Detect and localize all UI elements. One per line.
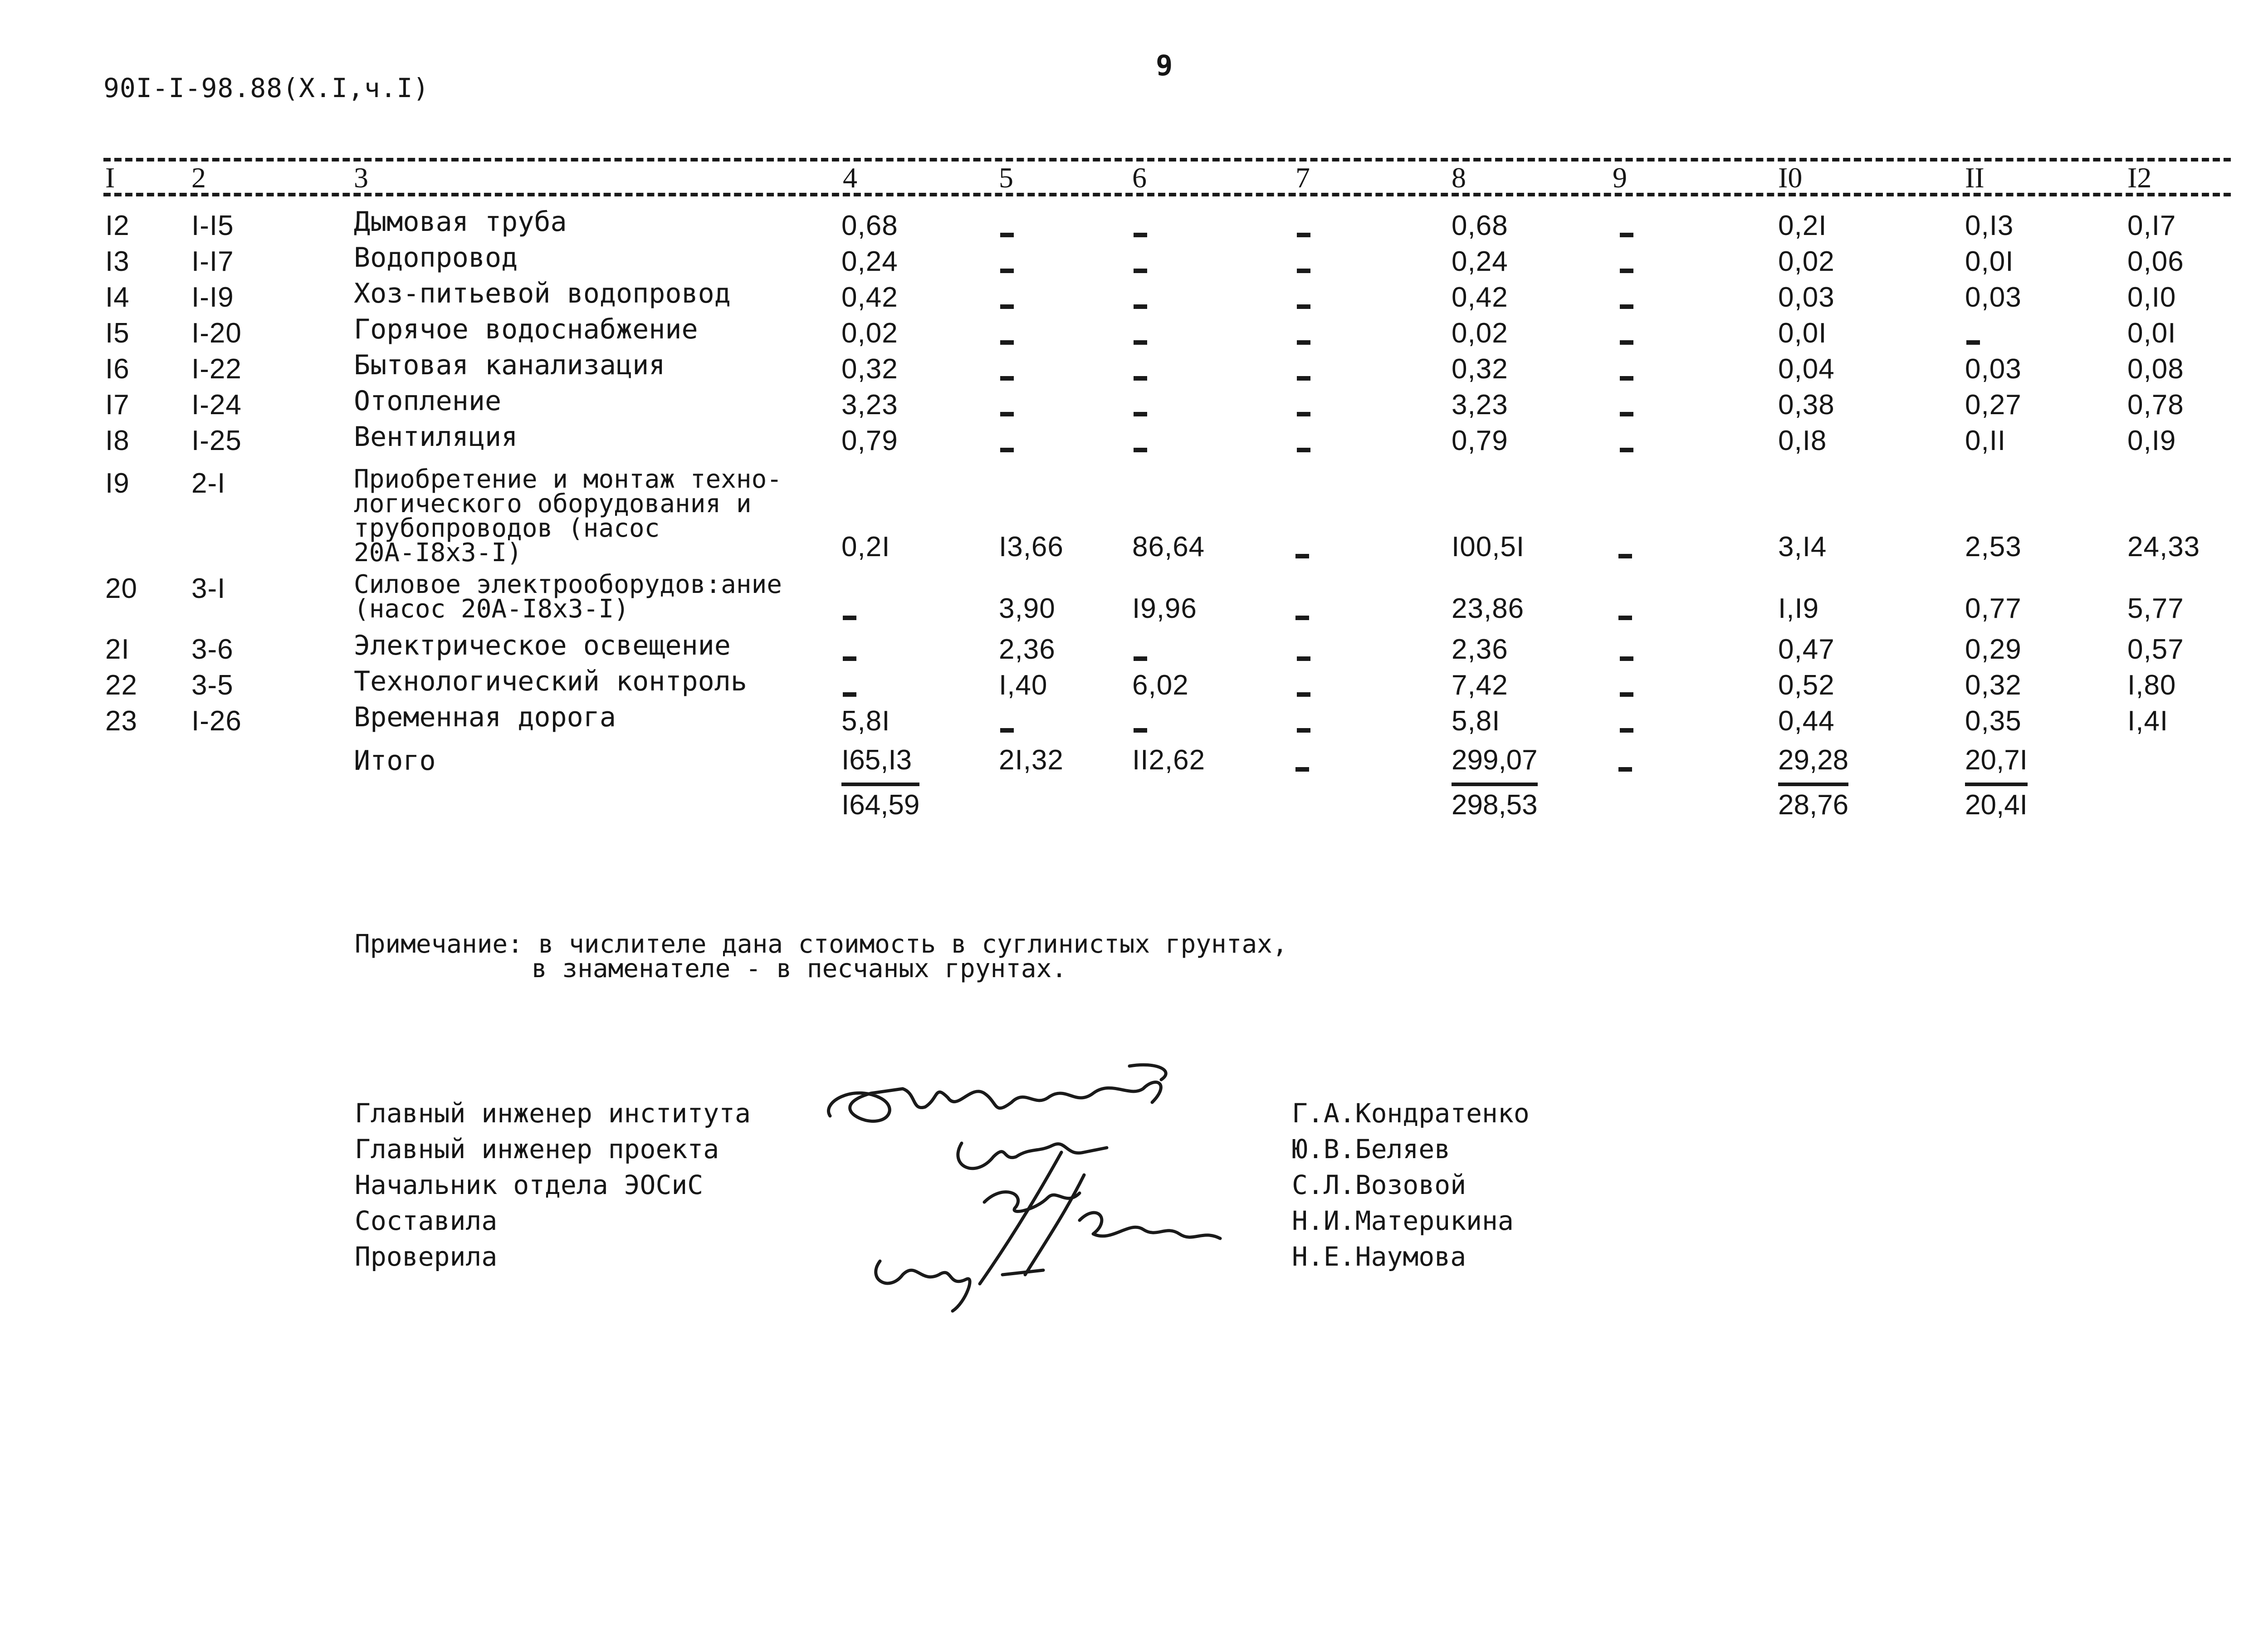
cell-col10: 0,44 bbox=[1778, 705, 1835, 737]
estimate-code: 3-5 bbox=[191, 670, 234, 701]
estimate-code: I-I9 bbox=[191, 282, 234, 313]
cell-col6 bbox=[1134, 396, 1147, 428]
empty-value-dash bbox=[1297, 304, 1310, 309]
cell-col9 bbox=[1618, 538, 1632, 570]
cell-col12: 0,I0 bbox=[2127, 282, 2176, 313]
empty-value-dash bbox=[1134, 656, 1147, 661]
estimate-code: I-I5 bbox=[191, 210, 234, 241]
col-header-3: 3 bbox=[354, 161, 368, 194]
empty-value-dash bbox=[1297, 412, 1310, 416]
cell-col4: 5,8I bbox=[841, 705, 890, 737]
cell-col5: 3,90 bbox=[999, 593, 1056, 624]
empty-value-dash bbox=[1620, 233, 1633, 237]
empty-value-dash bbox=[1000, 269, 1014, 273]
cell-col10: 0,52 bbox=[1778, 670, 1835, 701]
total-col11-fraction: $\frac{20,7I}{20,4I}$ bbox=[1965, 744, 2028, 821]
cell-col8: 0,79 bbox=[1452, 425, 1508, 456]
cell-col7 bbox=[1297, 289, 1310, 321]
cell-col8: 0,68 bbox=[1452, 210, 1508, 241]
work-description: Отопление bbox=[354, 385, 502, 417]
cell-col10: 0,38 bbox=[1778, 389, 1835, 421]
cell-col12: 0,I7 bbox=[2127, 210, 2176, 241]
cell-col8: 23,86 bbox=[1452, 593, 1525, 624]
work-description: Приобретение и монтаж техно- логического оборудования и трубопроводов (насос 20А-I8х3-I) bbox=[354, 465, 782, 567]
work-description: Горячое водоснабжение bbox=[354, 313, 698, 345]
cell-col6 bbox=[1134, 360, 1147, 392]
cell-col12: 0,0I bbox=[2127, 318, 2176, 349]
signatory-role: Начальник отдела ЭОСиС bbox=[355, 1169, 704, 1200]
work-description: Технологический контроль bbox=[354, 665, 747, 697]
cell-col11: 0,03 bbox=[1965, 282, 2022, 313]
cell-col11: 0,II bbox=[1965, 425, 2006, 456]
total-col8-fraction: $\frac{299,07}{298,53}$ bbox=[1452, 744, 1538, 821]
cell-col8: I00,5I bbox=[1452, 531, 1525, 563]
total-col6: II2,62 bbox=[1132, 744, 1206, 776]
work-description: Силовое электрооборудов:ание (насос 20А-I8х3-I) bbox=[354, 570, 782, 624]
row-number: I6 bbox=[105, 353, 130, 385]
estimate-code: 2-I bbox=[191, 468, 226, 499]
cell-col7 bbox=[1297, 432, 1310, 464]
cell-col7 bbox=[1297, 253, 1310, 285]
empty-value-dash bbox=[1620, 692, 1633, 697]
cell-col11: 0,I3 bbox=[1965, 210, 2014, 241]
cell-col9 bbox=[1620, 289, 1633, 321]
row-number: 20 bbox=[105, 573, 137, 604]
cell-col5 bbox=[1000, 217, 1014, 249]
cell-col8: 0,32 bbox=[1452, 353, 1508, 385]
cell-col9 bbox=[1618, 600, 1632, 632]
empty-value-dash bbox=[1297, 656, 1310, 661]
cell-col8: 0,02 bbox=[1452, 318, 1508, 349]
empty-value-dash bbox=[1620, 656, 1633, 661]
table-header-row bbox=[0, 161, 2268, 197]
empty-value-dash bbox=[1297, 376, 1310, 381]
cell-col9 bbox=[1620, 641, 1633, 673]
cell-col5 bbox=[1000, 432, 1014, 464]
signatory-name: Н.И.Матерuкина bbox=[1292, 1205, 1514, 1236]
empty-value-dash bbox=[1297, 233, 1310, 237]
cell-col12: 0,57 bbox=[2127, 634, 2184, 665]
cell-col11: 0,32 bbox=[1965, 670, 2022, 701]
cell-col7 bbox=[1297, 360, 1310, 392]
estimate-code: I-20 bbox=[191, 318, 242, 349]
cell-col10: 0,02 bbox=[1778, 246, 1835, 277]
cell-col8: 5,8I bbox=[1452, 705, 1501, 737]
empty-value-dash bbox=[1295, 767, 1309, 772]
cell-col10: 0,I8 bbox=[1778, 425, 1827, 456]
col-header-8: 8 bbox=[1452, 161, 1466, 194]
empty-value-dash bbox=[1134, 376, 1147, 381]
estimate-code: I-26 bbox=[191, 705, 242, 737]
cell-col5 bbox=[1000, 289, 1014, 321]
cell-col4 bbox=[843, 600, 856, 632]
cell-col12: I,4I bbox=[2127, 705, 2169, 737]
signatory-role: Составила bbox=[355, 1205, 498, 1236]
empty-value-dash bbox=[1297, 728, 1310, 733]
col-header-11: II bbox=[1965, 161, 1984, 194]
row-number: I4 bbox=[105, 282, 130, 313]
cell-col6 bbox=[1134, 641, 1147, 673]
cell-col10: 0,0I bbox=[1778, 318, 1827, 349]
cell-col7 bbox=[1295, 538, 1309, 570]
empty-value-dash bbox=[1297, 692, 1310, 697]
col-header-10: I0 bbox=[1778, 161, 1803, 194]
empty-value-dash bbox=[1618, 767, 1632, 772]
cell-col10: I,I9 bbox=[1778, 593, 1819, 624]
cell-col5 bbox=[1000, 360, 1014, 392]
empty-value-dash bbox=[1297, 448, 1310, 452]
cell-col6 bbox=[1134, 432, 1147, 464]
row-number: I7 bbox=[105, 389, 130, 421]
cell-col11 bbox=[1966, 324, 1980, 357]
cell-col9 bbox=[1620, 324, 1633, 357]
signatory-name: С.Л.Возовой bbox=[1292, 1169, 1466, 1200]
footnote-line-2: в знаменателе - в песчаных грунтах. bbox=[532, 954, 1067, 983]
cell-col5 bbox=[1000, 396, 1014, 428]
cell-col12: 0,08 bbox=[2127, 353, 2184, 385]
cell-col10: 0,47 bbox=[1778, 634, 1835, 665]
cell-col6: 86,64 bbox=[1132, 531, 1205, 563]
cell-col6 bbox=[1134, 217, 1147, 249]
cell-col11: 0,29 bbox=[1965, 634, 2022, 665]
work-description: Дымовая труба bbox=[354, 206, 567, 238]
empty-value-dash bbox=[1000, 233, 1014, 237]
row-number: I8 bbox=[105, 425, 130, 456]
cell-col7 bbox=[1295, 600, 1309, 632]
cell-col12: I,80 bbox=[2127, 670, 2176, 701]
empty-value-dash bbox=[1000, 412, 1014, 416]
cell-col10: 0,04 bbox=[1778, 353, 1835, 385]
col-header-12: I2 bbox=[2127, 161, 2152, 194]
col-header-5: 5 bbox=[999, 161, 1013, 194]
empty-value-dash bbox=[1295, 554, 1309, 558]
row-number: I2 bbox=[105, 210, 130, 241]
empty-value-dash bbox=[1000, 304, 1014, 309]
document-code: 90I-I-98.88(X.I,ч.I) bbox=[103, 73, 430, 103]
cell-col6 bbox=[1134, 289, 1147, 321]
cell-col12: 0,I9 bbox=[2127, 425, 2176, 456]
cell-col9 bbox=[1620, 712, 1633, 744]
empty-value-dash bbox=[1620, 376, 1633, 381]
cell-col8: 7,42 bbox=[1452, 670, 1508, 701]
cell-col4 bbox=[843, 676, 856, 709]
total-col10-fraction: $\frac{29,28}{28,76}$ bbox=[1778, 744, 1849, 821]
empty-value-dash bbox=[1000, 376, 1014, 381]
cell-col7 bbox=[1297, 712, 1310, 744]
col-header-9: 9 bbox=[1613, 161, 1627, 194]
empty-value-dash bbox=[1966, 340, 1980, 345]
empty-value-dash bbox=[1134, 233, 1147, 237]
empty-value-dash bbox=[1620, 412, 1633, 416]
row-number: I5 bbox=[105, 318, 130, 349]
cell-col11: 0,35 bbox=[1965, 705, 2022, 737]
work-description: Вентиляция bbox=[354, 421, 518, 453]
cell-col7 bbox=[1297, 217, 1310, 249]
cell-col4: 3,23 bbox=[841, 389, 898, 421]
cell-col4: 0,68 bbox=[841, 210, 898, 241]
empty-value-dash bbox=[1134, 412, 1147, 416]
work-description: Бытовая канализация bbox=[354, 349, 665, 381]
estimate-code: I-I7 bbox=[191, 246, 234, 277]
empty-value-dash bbox=[1295, 616, 1309, 620]
empty-value-dash bbox=[1618, 554, 1632, 558]
empty-value-dash bbox=[1134, 448, 1147, 452]
empty-value-dash bbox=[1620, 304, 1633, 309]
signatory-role: Главный инженер проекта bbox=[355, 1134, 719, 1164]
cell-col6 bbox=[1134, 253, 1147, 285]
cell-col10: 0,2I bbox=[1778, 210, 1827, 241]
empty-value-dash bbox=[1620, 269, 1633, 273]
cell-col9 bbox=[1620, 253, 1633, 285]
cell-col9 bbox=[1620, 676, 1633, 709]
cell-col12: 0,78 bbox=[2127, 389, 2184, 421]
estimate-code: 3-I bbox=[191, 573, 226, 604]
empty-value-dash bbox=[1000, 728, 1014, 733]
total-label: Итого bbox=[354, 745, 436, 777]
cell-col8: 2,36 bbox=[1452, 634, 1508, 665]
empty-value-dash bbox=[843, 692, 856, 697]
total-col5: 2I,32 bbox=[999, 744, 1064, 776]
signatory-name: Н.Е.Наумова bbox=[1292, 1241, 1466, 1272]
cell-col5 bbox=[1000, 253, 1014, 285]
row-number: I9 bbox=[105, 468, 130, 499]
empty-value-dash bbox=[1297, 269, 1310, 273]
empty-value-dash bbox=[1620, 340, 1633, 345]
row-number: 2I bbox=[105, 634, 130, 665]
row-number: 22 bbox=[105, 670, 137, 701]
cell-col7 bbox=[1297, 324, 1310, 357]
cell-col11: 0,77 bbox=[1965, 593, 2022, 624]
cell-col11: 0,03 bbox=[1965, 353, 2022, 385]
cell-col4: 0,32 bbox=[841, 353, 898, 385]
cell-col10: 3,I4 bbox=[1778, 531, 1827, 563]
cell-col11: 0,27 bbox=[1965, 389, 2022, 421]
col-header-1: I bbox=[105, 161, 115, 194]
empty-value-dash bbox=[1134, 728, 1147, 733]
total-col4-fraction: $\frac{I65,I3}{I64,59}$ bbox=[841, 744, 920, 821]
cell-col11: 2,53 bbox=[1965, 531, 2022, 563]
empty-value-dash bbox=[1000, 448, 1014, 452]
row-number: I3 bbox=[105, 246, 130, 277]
row-number: 23 bbox=[105, 705, 137, 737]
work-description: Водопровод bbox=[354, 242, 518, 274]
empty-value-dash bbox=[1620, 728, 1633, 733]
empty-value-dash bbox=[1618, 616, 1632, 620]
col-header-2: 2 bbox=[191, 161, 206, 194]
cell-col8: 3,23 bbox=[1452, 389, 1508, 421]
handwritten-signatures bbox=[812, 1048, 1266, 1320]
cell-col6 bbox=[1134, 712, 1147, 744]
footnote bbox=[355, 932, 1288, 981]
cell-col4: 0,79 bbox=[841, 425, 898, 456]
col-header-6: 6 bbox=[1132, 161, 1147, 194]
cell-col4: 0,24 bbox=[841, 246, 898, 277]
cell-col7 bbox=[1297, 641, 1310, 673]
cell-col5 bbox=[1000, 712, 1014, 744]
work-description: Электрическое освещение bbox=[354, 630, 731, 661]
empty-value-dash bbox=[1000, 340, 1014, 345]
cell-col8: 0,42 bbox=[1452, 282, 1508, 313]
cell-col8: 0,24 bbox=[1452, 246, 1508, 277]
empty-value-dash bbox=[1297, 340, 1310, 345]
empty-value-dash bbox=[1134, 269, 1147, 273]
cell-col4: 0,02 bbox=[841, 318, 898, 349]
empty-value-dash bbox=[1620, 448, 1633, 452]
estimate-code: I-25 bbox=[191, 425, 242, 456]
col-header-4: 4 bbox=[843, 161, 857, 194]
cell-col10: 0,03 bbox=[1778, 282, 1835, 313]
cell-col12: 24,33 bbox=[2127, 531, 2200, 563]
empty-value-dash bbox=[843, 616, 856, 620]
total-col7 bbox=[1295, 751, 1309, 783]
cell-col4: 0,2I bbox=[841, 531, 890, 563]
cell-col5 bbox=[1000, 324, 1014, 357]
cell-col9 bbox=[1620, 360, 1633, 392]
cell-col5: 2,36 bbox=[999, 634, 1056, 665]
signatory-name: Ю.В.Беляев bbox=[1292, 1134, 1451, 1164]
cell-col9 bbox=[1620, 396, 1633, 428]
cell-col6: I9,96 bbox=[1132, 593, 1197, 624]
cell-col9 bbox=[1620, 217, 1633, 249]
cell-col9 bbox=[1620, 432, 1633, 464]
total-col9 bbox=[1618, 751, 1632, 783]
footnote-line-1: Примечание: в числителе дана стоимость в суглинистых грунтах, bbox=[355, 930, 1288, 959]
cell-col5: I,40 bbox=[999, 670, 1048, 701]
empty-value-dash bbox=[1134, 304, 1147, 309]
page-number: 9 bbox=[1156, 49, 1173, 82]
cell-col7 bbox=[1297, 676, 1310, 709]
cell-col7 bbox=[1297, 396, 1310, 428]
cell-col11: 0,0I bbox=[1965, 246, 2014, 277]
signatory-role: Главный инженер института bbox=[355, 1098, 751, 1129]
cell-col5: I3,66 bbox=[999, 531, 1064, 563]
estimate-code: 3-6 bbox=[191, 634, 234, 665]
empty-value-dash bbox=[843, 656, 856, 661]
estimate-code: I-22 bbox=[191, 353, 242, 385]
signatory-name: Г.А.Кондратенко bbox=[1292, 1098, 1530, 1129]
cell-col4: 0,42 bbox=[841, 282, 898, 313]
cell-col4 bbox=[843, 641, 856, 673]
work-description: Временная дорога bbox=[354, 701, 616, 733]
empty-value-dash bbox=[1134, 340, 1147, 345]
col-header-7: 7 bbox=[1295, 161, 1310, 194]
estimate-code: I-24 bbox=[191, 389, 242, 421]
work-description: Хоз-питьевой водопровод bbox=[354, 278, 731, 309]
cell-col12: 0,06 bbox=[2127, 246, 2184, 277]
signatory-role: Проверила bbox=[355, 1241, 498, 1272]
cell-col12: 5,77 bbox=[2127, 593, 2184, 624]
cell-col6 bbox=[1134, 324, 1147, 357]
cell-col6: 6,02 bbox=[1132, 670, 1189, 701]
